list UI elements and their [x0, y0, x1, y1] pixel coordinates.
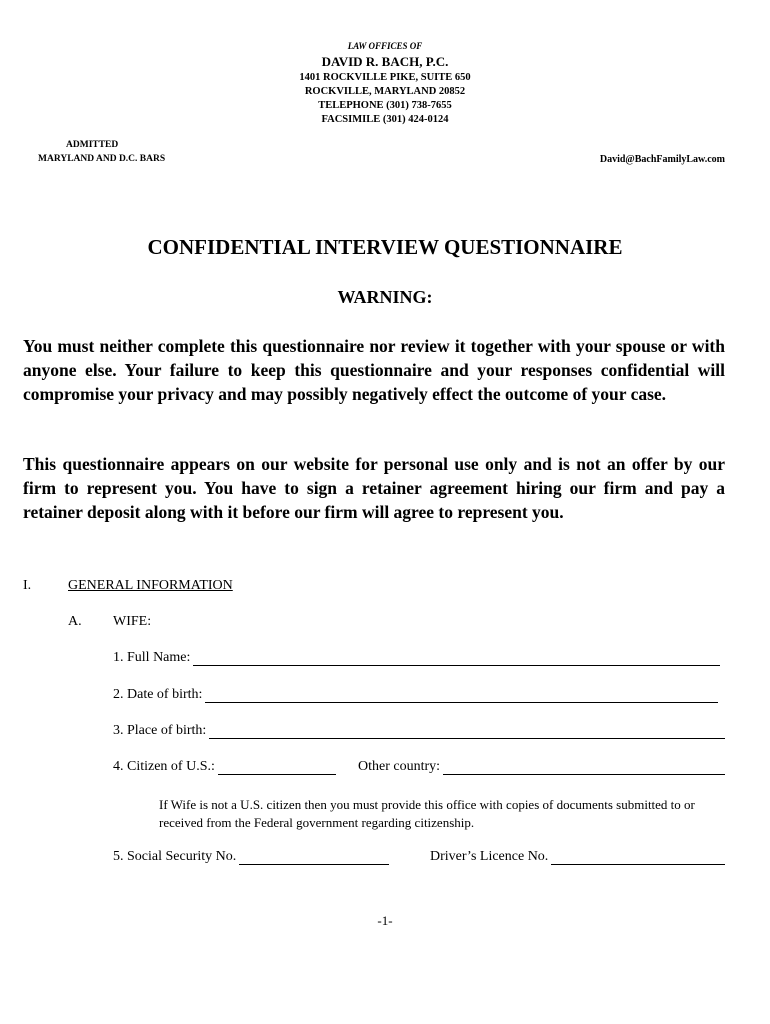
place-of-birth-label: 3. Place of birth: — [113, 723, 207, 738]
ssn-field[interactable] — [239, 850, 389, 865]
drivers-licence-field[interactable] — [551, 850, 725, 865]
full-name-field[interactable] — [193, 651, 720, 666]
ssn-group — [113, 849, 389, 865]
drivers-licence-group — [430, 849, 725, 865]
place-of-birth-row — [113, 723, 725, 739]
website-paragraph: This questionnaire appears on our website for personal use only and is not an offer by our firm to represent you. You have to sign a retainer agreement hiring our firm and pay a retainer deposit along with it before our firm will agree to represent you. — [23, 454, 725, 522]
citizen-us-label: 4. Citizen of U.S.: — [113, 759, 215, 774]
citizenship-row — [113, 759, 725, 777]
section-number: I. — [23, 578, 32, 593]
section-title: GENERAL INFORMATION — [68, 578, 233, 593]
page-number: -1- — [377, 913, 393, 928]
id-numbers-row — [113, 849, 725, 867]
bars-label: MARYLAND AND D.C. BARS — [38, 154, 166, 164]
ssn-label: 5. Social Security No. — [113, 849, 237, 864]
place-of-birth-field[interactable] — [209, 724, 725, 739]
address-line1: 1401 ROCKVILLE PIKE, SUITE 650 — [299, 72, 471, 83]
facsimile: FACSIMILE (301) 424-0124 — [321, 114, 449, 125]
citizenship-note: If Wife is not a U.S. citizen then you must provide this office with copies of documents submitted to or received from the Federal government regarding citizenship. — [159, 797, 695, 830]
drivers-licence-label: Driver’s Licence No. — [430, 849, 549, 864]
full-name-label: 1. Full Name: — [113, 650, 191, 665]
warning-heading: WARNING: — [337, 287, 433, 307]
other-country-field[interactable] — [443, 760, 725, 775]
address-line2: ROCKVILLE, MARYLAND 20852 — [304, 86, 466, 97]
admitted-label: ADMITTED — [66, 140, 119, 150]
date-of-birth-field[interactable] — [205, 688, 718, 703]
other-country-group — [358, 759, 725, 775]
subsection-number: A. — [68, 614, 82, 629]
email-address: David@BachFamilyLaw.com — [599, 154, 725, 165]
law-offices-label: LAW OFFICES OF — [347, 41, 423, 51]
citizen-us-field[interactable] — [218, 760, 336, 775]
date-of-birth-row — [113, 687, 718, 703]
citizen-us-group — [113, 759, 336, 775]
other-country-label: Other country: — [358, 759, 441, 774]
date-of-birth-label: 2. Date of birth: — [113, 687, 203, 702]
warning-paragraph: You must neither complete this questionnaire nor review it together with your spouse or with anyone else. Your failure to keep this questionnaire and your responses confidential will compromise your privacy and may possibly negatively effect the outcome of your case. — [23, 336, 725, 404]
document-title: CONFIDENTIAL INTERVIEW QUESTIONNAIRE — [147, 235, 623, 259]
telephone: TELEPHONE (301) 738-7655 — [318, 100, 452, 111]
subsection-title: WIFE: — [113, 614, 152, 629]
firm-name: DAVID R. BACH, P.C. — [321, 54, 449, 69]
full-name-row — [113, 650, 720, 666]
